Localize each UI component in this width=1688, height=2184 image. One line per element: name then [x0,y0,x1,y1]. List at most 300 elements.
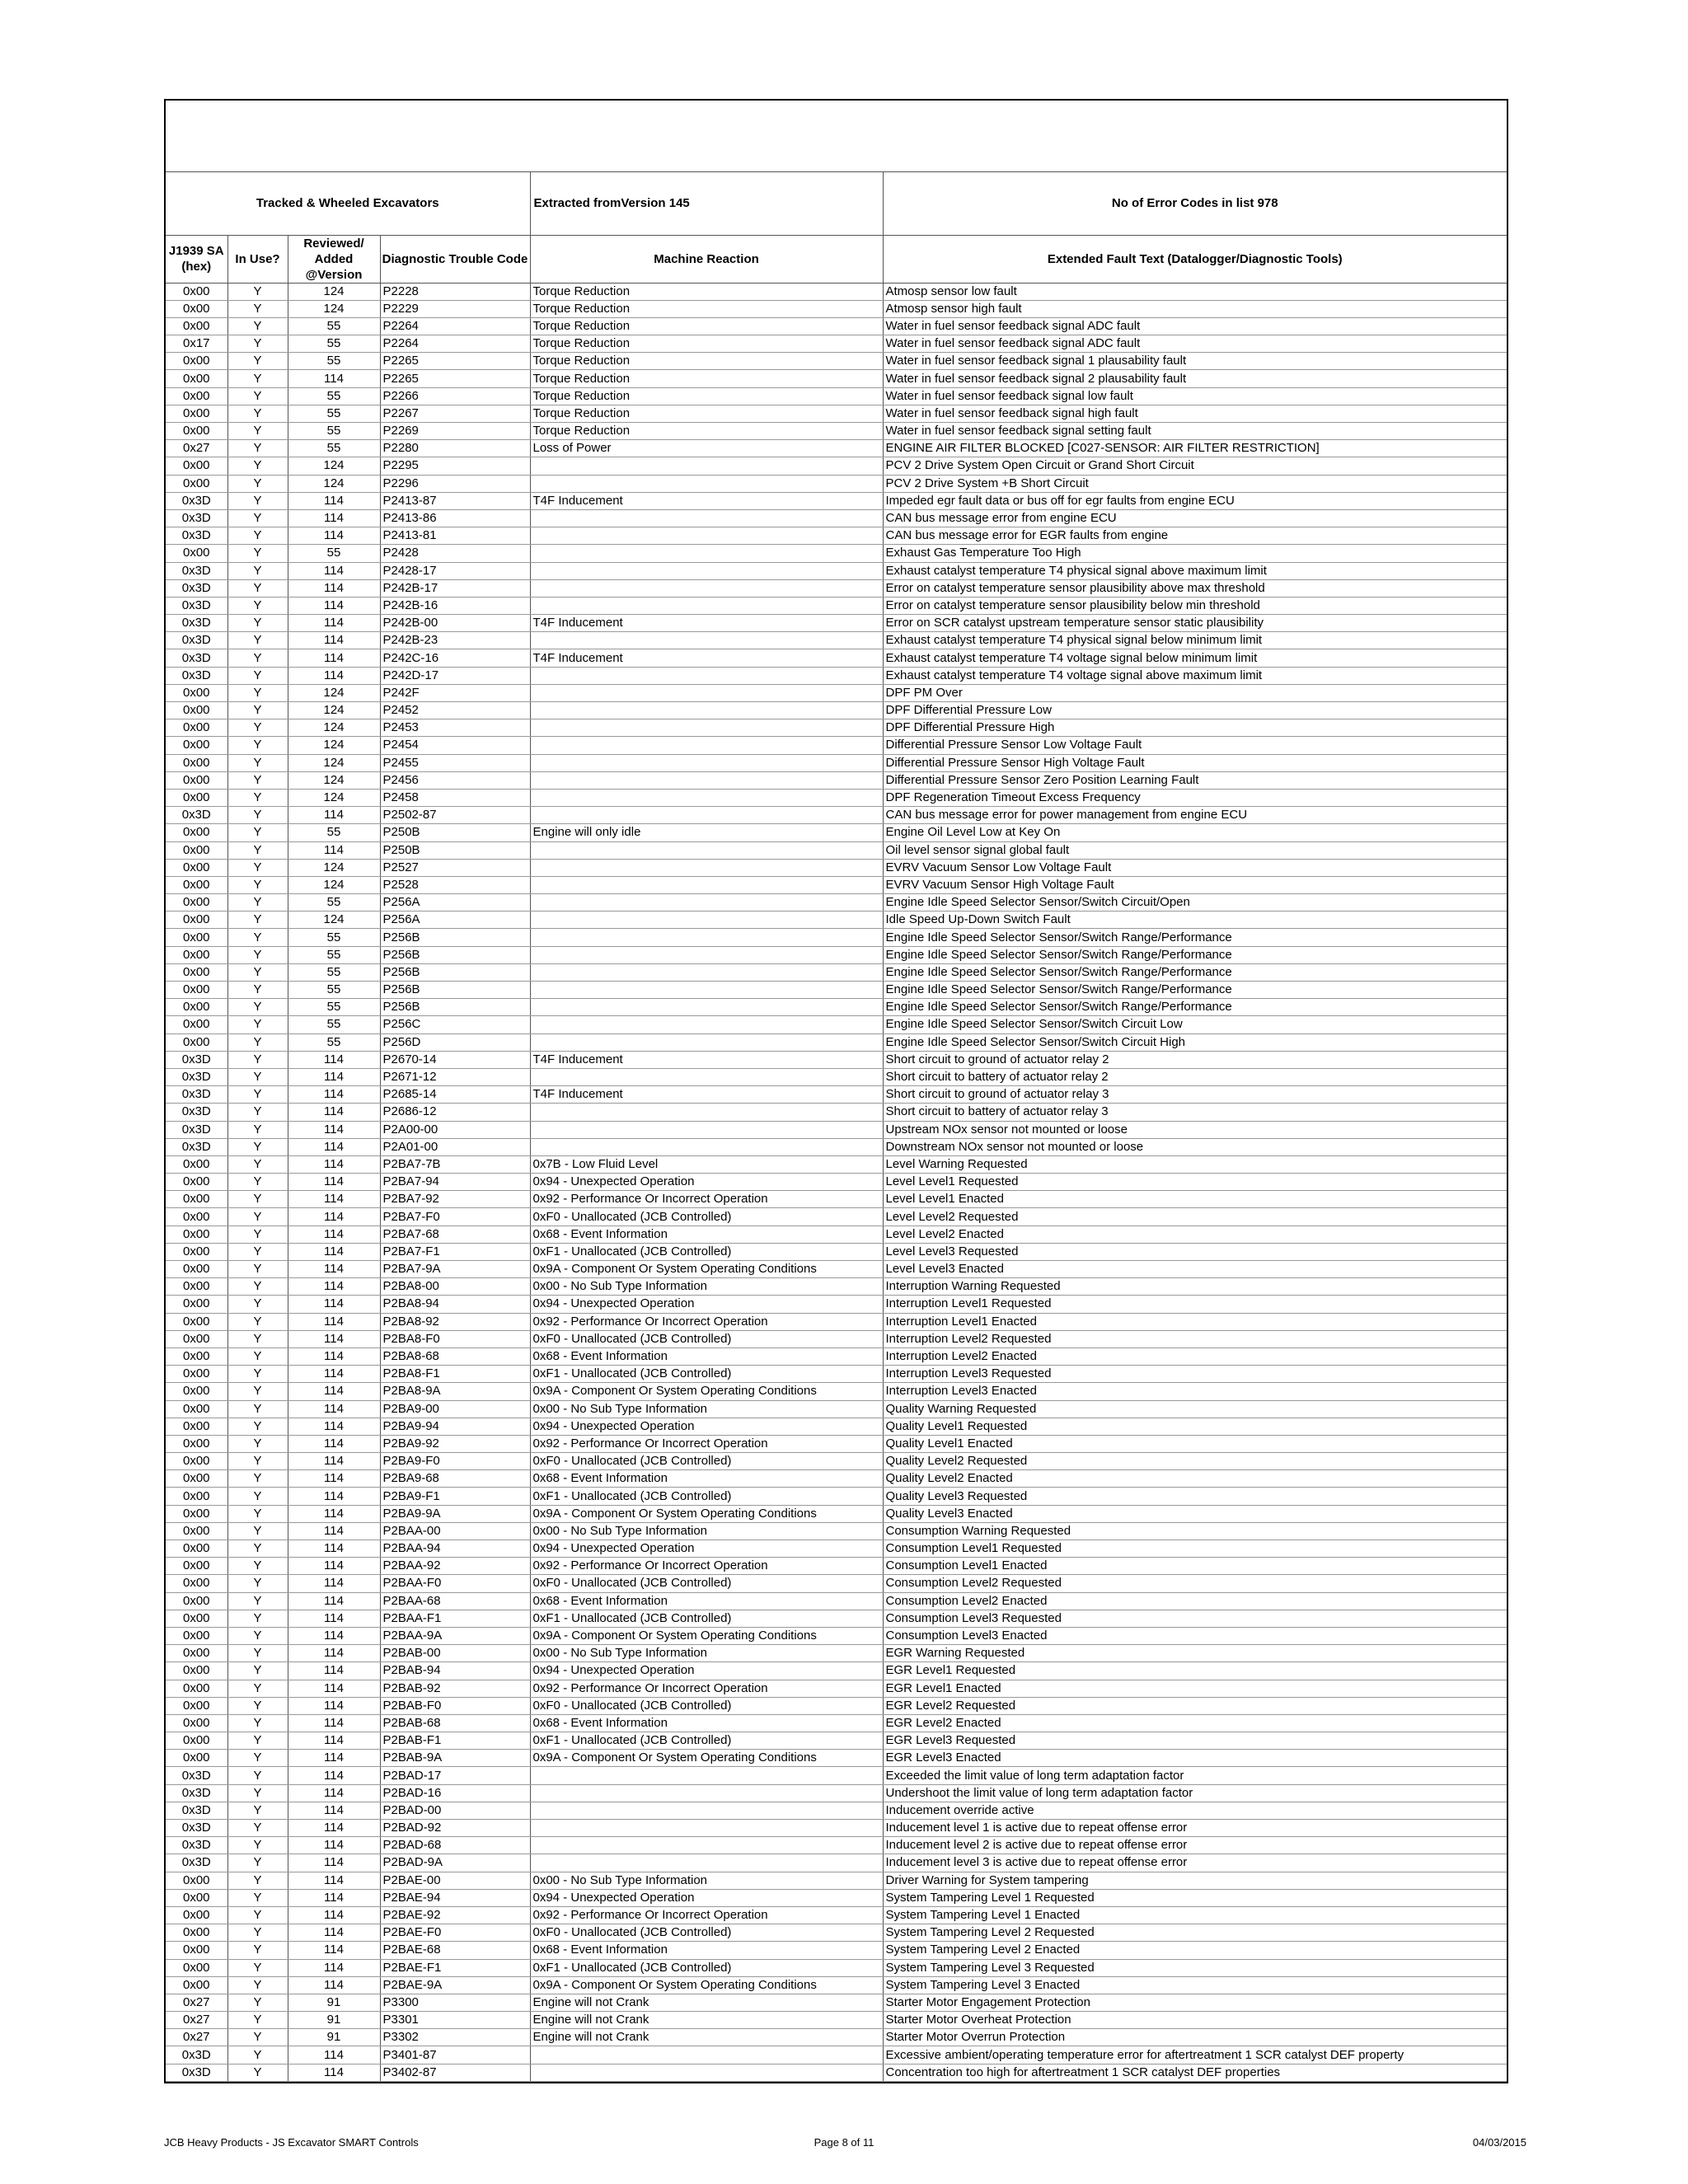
cell-version: 114 [288,1086,380,1104]
cell-machine-reaction [530,737,883,754]
cell-dtc: P256D [380,1033,530,1051]
cell-machine-reaction: 0x94 - Unexpected Operation [530,1418,883,1435]
cell-machine-reaction [530,789,883,806]
cell-version: 114 [288,1261,380,1278]
cell-version: 114 [288,615,380,632]
cell-in-use: Y [227,1488,288,1505]
cell-version: 114 [288,1959,380,1976]
cell-machine-reaction: Torque Reduction [530,387,883,405]
cell-sa: 0x00 [166,963,227,981]
cell-dtc: P2BAE-92 [380,1906,530,1924]
cell-fault-text: Interruption Level1 Enacted [883,1313,1507,1330]
cell-in-use: Y [227,1645,288,1662]
cell-fault-text: Idle Speed Up-Down Switch Fault [883,912,1507,929]
cell-machine-reaction [530,1033,883,1051]
cell-machine-reaction: Engine will not Crank [530,2012,883,2029]
cell-dtc: P2413-86 [380,509,530,527]
cell-dtc: P2BAE-68 [380,1942,530,1959]
cell-fault-text: Short circuit to battery of actuator relay 2 [883,1068,1507,1085]
cell-fault-text: Quality Level1 Enacted [883,1435,1507,1452]
cell-version: 55 [288,317,380,335]
cell-fault-text: Engine Idle Speed Selector Sensor/Switch Range/Performance [883,982,1507,999]
cell-sa: 0x00 [166,300,227,317]
cell-version: 124 [288,684,380,701]
cell-version: 124 [288,719,380,737]
cell-fault-text: Inducement level 2 is active due to repeat offense error [883,1837,1507,1854]
cell-in-use: Y [227,1347,288,1365]
cell-machine-reaction: 0x94 - Unexpected Operation [530,1540,883,1558]
cell-version: 114 [288,1278,380,1296]
cell-fault-text: CAN bus message error for power management from engine ECU [883,807,1507,824]
table-row [166,1610,1507,1627]
cell-version: 91 [288,2029,380,2046]
cell-in-use: Y [227,1435,288,1452]
cell-fault-text: Engine Oil Level Low at Key On [883,824,1507,841]
cell-dtc: P2458 [380,789,530,806]
table-row [166,509,1507,527]
cell-dtc: P2BAB-68 [380,1714,530,1732]
cell-in-use: Y [227,492,288,509]
table-row [166,1645,1507,1662]
table-row [166,1296,1507,1313]
cell-in-use: Y [227,841,288,859]
cell-machine-reaction: Engine will only idle [530,824,883,841]
cell-sa: 0x00 [166,1435,227,1452]
table-row [166,824,1507,841]
cell-machine-reaction: 0x94 - Unexpected Operation [530,1662,883,1680]
cell-dtc: P242B-16 [380,597,530,614]
cell-fault-text: Engine Idle Speed Selector Sensor/Switch Range/Performance [883,929,1507,946]
cell-in-use: Y [227,1714,288,1732]
cell-in-use: Y [227,1191,288,1208]
cell-machine-reaction [530,632,883,649]
cell-dtc: P2BAD-17 [380,1767,530,1784]
cell-dtc: P2670-14 [380,1051,530,1068]
cell-machine-reaction: T4F Inducement [530,492,883,509]
cell-sa: 0x27 [166,2012,227,2029]
cell-fault-text: DPF Differential Pressure High [883,719,1507,737]
cell-machine-reaction [530,912,883,929]
cell-version: 91 [288,1994,380,2011]
table-row [166,1453,1507,1470]
cell-fault-text: Quality Level1 Requested [883,1418,1507,1435]
table-row [166,999,1507,1016]
cell-in-use: Y [227,1366,288,1383]
cell-machine-reaction [530,527,883,545]
cell-fault-text: Short circuit to ground of actuator relay 3 [883,1086,1507,1104]
cell-dtc: P2BAA-00 [380,1522,530,1540]
cell-sa: 0x00 [166,1889,227,1906]
cell-sa: 0x3D [166,2064,227,2081]
cell-dtc: P2BA8-68 [380,1347,530,1365]
cell-sa: 0x00 [166,1226,227,1243]
cell-in-use: Y [227,1889,288,1906]
cell-dtc: P2BA7-68 [380,1226,530,1243]
cell-version: 55 [288,423,380,440]
cell-version: 114 [288,1191,380,1208]
cell-version: 114 [288,2064,380,2081]
cell-fault-text: CAN bus message error for EGR faults from engine [883,527,1507,545]
cell-machine-reaction: 0xF0 - Unallocated (JCB Controlled) [530,1330,883,1347]
table-row [166,1138,1507,1155]
table-row [166,597,1507,614]
table-row [166,2012,1507,2029]
table-row [166,789,1507,806]
cell-in-use: Y [227,912,288,929]
cell-sa: 0x3D [166,632,227,649]
table-row [166,1366,1507,1383]
cell-version: 55 [288,440,380,457]
cell-version: 124 [288,475,380,492]
cell-in-use: Y [227,702,288,719]
cell-dtc: P2428-17 [380,562,530,579]
cell-sa: 0x00 [166,1383,227,1400]
cell-in-use: Y [227,1942,288,1959]
cell-machine-reaction: 0x9A - Component Or System Operating Conditions [530,1976,883,1994]
table-row [166,1488,1507,1505]
cell-dtc: P2BAB-F1 [380,1732,530,1750]
table-row [166,1540,1507,1558]
group-title: Tracked & Wheeled Excavators [166,171,530,235]
col-header-fault-text: Extended Fault Text (Datalogger/Diagnostic Tools) [883,235,1507,283]
cell-sa: 0x3D [166,1837,227,1854]
cell-in-use: Y [227,1138,288,1155]
cell-dtc: P242B-17 [380,579,530,597]
cell-dtc: P256B [380,963,530,981]
cell-machine-reaction: Torque Reduction [530,300,883,317]
cell-version: 124 [288,754,380,771]
cell-in-use: Y [227,1784,288,1802]
cell-version: 114 [288,1767,380,1784]
cell-sa: 0x00 [166,1243,227,1260]
cell-dtc: P2BA8-F0 [380,1330,530,1347]
cell-fault-text: Error on catalyst temperature sensor plausibility above max threshold [883,579,1507,597]
cell-dtc: P2BA8-94 [380,1296,530,1313]
cell-fault-text: EGR Level2 Requested [883,1697,1507,1714]
cell-fault-text: Interruption Level2 Requested [883,1330,1507,1347]
table-row [166,667,1507,684]
cell-dtc: P2453 [380,719,530,737]
cell-sa: 0x00 [166,1330,227,1347]
cell-dtc: P2413-81 [380,527,530,545]
cell-fault-text: EGR Level3 Requested [883,1732,1507,1750]
cell-dtc: P2BAA-F0 [380,1575,530,1592]
cell-fault-text: Driver Warning for System tampering [883,1872,1507,1889]
cell-fault-text: Differential Pressure Sensor Zero Position Learning Fault [883,771,1507,789]
cell-dtc: P2280 [380,440,530,457]
cell-in-use: Y [227,1820,288,1837]
cell-in-use: Y [227,1854,288,1872]
cell-dtc: P2BAB-94 [380,1662,530,1680]
col-header-machine-reaction: Machine Reaction [530,235,883,283]
cell-fault-text: System Tampering Level 3 Requested [883,1959,1507,1976]
cell-dtc: P242C-16 [380,649,530,667]
cell-sa: 0x00 [166,684,227,701]
table-row [166,1347,1507,1365]
cell-machine-reaction: 0x68 - Event Information [530,1942,883,1959]
cell-version: 114 [288,1470,380,1488]
cell-sa: 0x00 [166,946,227,963]
cell-fault-text: Consumption Level1 Requested [883,1540,1507,1558]
cell-in-use: Y [227,1330,288,1347]
cell-dtc: P2BA9-94 [380,1418,530,1435]
cell-version: 124 [288,283,380,300]
cell-in-use: Y [227,632,288,649]
cell-sa: 0x3D [166,1784,227,1802]
cell-machine-reaction [530,2064,883,2081]
cell-version: 114 [288,1138,380,1155]
cell-machine-reaction: Torque Reduction [530,423,883,440]
table-row [166,1522,1507,1540]
cell-fault-text: EGR Warning Requested [883,1645,1507,1662]
cell-in-use: Y [227,982,288,999]
cell-fault-text: Oil level sensor signal global fault [883,841,1507,859]
cell-machine-reaction [530,509,883,527]
cell-version: 114 [288,1662,380,1680]
cell-in-use: Y [227,894,288,912]
cell-dtc: P3401-87 [380,2046,530,2064]
cell-machine-reaction: T4F Inducement [530,1051,883,1068]
cell-machine-reaction [530,684,883,701]
table-row [166,929,1507,946]
cell-dtc: P2264 [380,317,530,335]
cell-version: 114 [288,370,380,387]
cell-fault-text: Exhaust catalyst temperature T4 physical signal above maximum limit [883,562,1507,579]
cell-fault-text: Excessive ambient/operating temperature error for aftertreatment 1 SCR catalyst DEF property [883,2046,1507,2064]
cell-in-use: Y [227,1540,288,1558]
cell-in-use: Y [227,562,288,579]
cell-machine-reaction: 0x92 - Performance Or Incorrect Operation [530,1435,883,1452]
cell-dtc: P2266 [380,387,530,405]
cell-in-use: Y [227,719,288,737]
cell-sa: 0x00 [166,737,227,754]
cell-fault-text: Exhaust catalyst temperature T4 physical signal below minimum limit [883,632,1507,649]
cell-machine-reaction [530,2046,883,2064]
cell-machine-reaction: 0xF1 - Unallocated (JCB Controlled) [530,1610,883,1627]
cell-machine-reaction: 0x92 - Performance Or Incorrect Operation [530,1906,883,1924]
cell-version: 114 [288,1174,380,1191]
cell-dtc: P2267 [380,405,530,422]
cell-in-use: Y [227,859,288,876]
cell-version: 114 [288,1226,380,1243]
table-row [166,2046,1507,2064]
cell-in-use: Y [227,807,288,824]
cell-version: 114 [288,1627,380,1644]
cell-sa: 0x00 [166,982,227,999]
cell-sa: 0x00 [166,1645,227,1662]
cell-dtc: P2528 [380,876,530,893]
table-row [166,1802,1507,1819]
cell-fault-text: Engine Idle Speed Selector Sensor/Switch Circuit High [883,1033,1507,1051]
table-row [166,1575,1507,1592]
cell-in-use: Y [227,1383,288,1400]
cell-machine-reaction: 0x9A - Component Or System Operating Conditions [530,1505,883,1522]
cell-fault-text: Interruption Level3 Requested [883,1366,1507,1383]
cell-sa: 0x3D [166,1767,227,1784]
cell-machine-reaction: 0x68 - Event Information [530,1470,883,1488]
cell-sa: 0x3D [166,1086,227,1104]
table-row [166,859,1507,876]
cell-sa: 0x3D [166,667,227,684]
cell-in-use: Y [227,1627,288,1644]
cell-dtc: P2BAD-68 [380,1837,530,1854]
cell-sa: 0x00 [166,1418,227,1435]
cell-dtc: P2BAD-00 [380,1802,530,1819]
cell-dtc: P242F [380,684,530,701]
cell-sa: 0x00 [166,894,227,912]
cell-machine-reaction [530,946,883,963]
cell-version: 114 [288,2046,380,2064]
cell-sa: 0x00 [166,719,227,737]
cell-sa: 0x00 [166,1191,227,1208]
cell-in-use: Y [227,1505,288,1522]
table-row [166,492,1507,509]
cell-fault-text: Engine Idle Speed Selector Sensor/Switch Range/Performance [883,999,1507,1016]
cell-dtc: P2265 [380,353,530,370]
cell-in-use: Y [227,1959,288,1976]
cell-sa: 0x00 [166,754,227,771]
cell-machine-reaction: 0x68 - Event Information [530,1226,883,1243]
cell-in-use: Y [227,440,288,457]
cell-machine-reaction: 0x92 - Performance Or Incorrect Operation [530,1313,883,1330]
table-row [166,1068,1507,1085]
cell-in-use: Y [227,2064,288,2081]
cell-in-use: Y [227,405,288,422]
table-row [166,1924,1507,1942]
cell-version: 91 [288,2012,380,2029]
cell-version: 114 [288,1505,380,1522]
cell-in-use: Y [227,1086,288,1104]
cell-machine-reaction: T4F Inducement [530,615,883,632]
cell-version: 114 [288,509,380,527]
table-row [166,1278,1507,1296]
cell-in-use: Y [227,1732,288,1750]
cell-machine-reaction: 0x7B - Low Fluid Level [530,1155,883,1173]
cell-in-use: Y [227,649,288,667]
cell-in-use: Y [227,1802,288,1819]
table-row [166,1976,1507,1994]
cell-dtc: P2BA8-00 [380,1278,530,1296]
cell-dtc: P2BA9-9A [380,1505,530,1522]
cell-fault-text: Quality Level3 Enacted [883,1505,1507,1522]
cell-fault-text: Consumption Level3 Requested [883,1610,1507,1627]
table-row [166,1400,1507,1418]
cell-version: 114 [288,807,380,824]
cell-dtc: P2265 [380,370,530,387]
cell-in-use: Y [227,370,288,387]
table-row [166,1994,1507,2011]
cell-machine-reaction: 0x00 - No Sub Type Information [530,1522,883,1540]
cell-version: 124 [288,771,380,789]
cell-version: 114 [288,1610,380,1627]
cell-dtc: P2BAE-00 [380,1872,530,1889]
cell-fault-text: DPF PM Over [883,684,1507,701]
cell-sa: 0x3D [166,579,227,597]
cell-sa: 0x3D [166,1104,227,1121]
cell-dtc: P2BAE-94 [380,1889,530,1906]
cell-fault-text: Level Level3 Enacted [883,1261,1507,1278]
table-row [166,1872,1507,1889]
cell-in-use: Y [227,876,288,893]
cell-fault-text: Water in fuel sensor feedback signal ADC fault [883,317,1507,335]
cell-dtc: P256B [380,946,530,963]
cell-version: 114 [288,1714,380,1732]
cell-fault-text: Interruption Level1 Requested [883,1296,1507,1313]
cell-version: 55 [288,353,380,370]
cell-in-use: Y [227,771,288,789]
table-row [166,1155,1507,1173]
cell-machine-reaction: 0xF0 - Unallocated (JCB Controlled) [530,1208,883,1226]
cell-fault-text: Quality Warning Requested [883,1400,1507,1418]
cell-sa: 0x00 [166,824,227,841]
cell-dtc: P2BAA-92 [380,1558,530,1575]
cell-machine-reaction: Torque Reduction [530,317,883,335]
cell-version: 114 [288,1540,380,1558]
table-row [166,423,1507,440]
cell-fault-text: Water in fuel sensor feedback signal low fault [883,387,1507,405]
cell-machine-reaction: Torque Reduction [530,370,883,387]
cell-sa: 0x3D [166,649,227,667]
cell-version: 114 [288,1330,380,1347]
footer-title: JCB Heavy Products - JS Excavator SMART Controls [164,2136,419,2149]
table-row [166,737,1507,754]
cell-in-use: Y [227,1174,288,1191]
cell-machine-reaction [530,545,883,562]
cell-fault-text: ENGINE AIR FILTER BLOCKED [C027-SENSOR: AIR FILTER RESTRICTION] [883,440,1507,457]
table-row [166,545,1507,562]
cell-sa: 0x00 [166,1033,227,1051]
cell-version: 114 [288,597,380,614]
table-row [166,649,1507,667]
table-row [166,1121,1507,1138]
cell-version: 114 [288,1383,380,1400]
cell-dtc: P2454 [380,737,530,754]
cell-version: 114 [288,649,380,667]
cell-machine-reaction [530,1104,883,1121]
cell-dtc: P2BA9-F1 [380,1488,530,1505]
cell-machine-reaction: T4F Inducement [530,649,883,667]
cell-in-use: Y [227,1313,288,1330]
cell-version: 114 [288,1697,380,1714]
table-row [166,1033,1507,1051]
cell-dtc: P256A [380,894,530,912]
fault-code-sheet [164,99,1508,2083]
table-row [166,719,1507,737]
cell-version: 114 [288,1243,380,1260]
cell-sa: 0x00 [166,1732,227,1750]
cell-fault-text: PCV 2 Drive System +B Short Circuit [883,475,1507,492]
cell-in-use: Y [227,1278,288,1296]
table-row [166,1820,1507,1837]
cell-sa: 0x00 [166,841,227,859]
cell-machine-reaction: Engine will not Crank [530,2029,883,2046]
cell-sa: 0x3D [166,1051,227,1068]
table-row [166,317,1507,335]
cell-sa: 0x00 [166,1540,227,1558]
cell-machine-reaction [530,1138,883,1155]
cell-machine-reaction: 0xF1 - Unallocated (JCB Controlled) [530,1488,883,1505]
cell-fault-text: Quality Level2 Requested [883,1453,1507,1470]
cell-in-use: Y [227,1296,288,1313]
cell-version: 124 [288,859,380,876]
cell-in-use: Y [227,300,288,317]
cell-in-use: Y [227,353,288,370]
cell-dtc: P2502-87 [380,807,530,824]
cell-version: 114 [288,1121,380,1138]
cell-fault-text: Inducement override active [883,1802,1507,1819]
cell-in-use: Y [227,283,288,300]
cell-machine-reaction: 0xF1 - Unallocated (JCB Controlled) [530,1366,883,1383]
